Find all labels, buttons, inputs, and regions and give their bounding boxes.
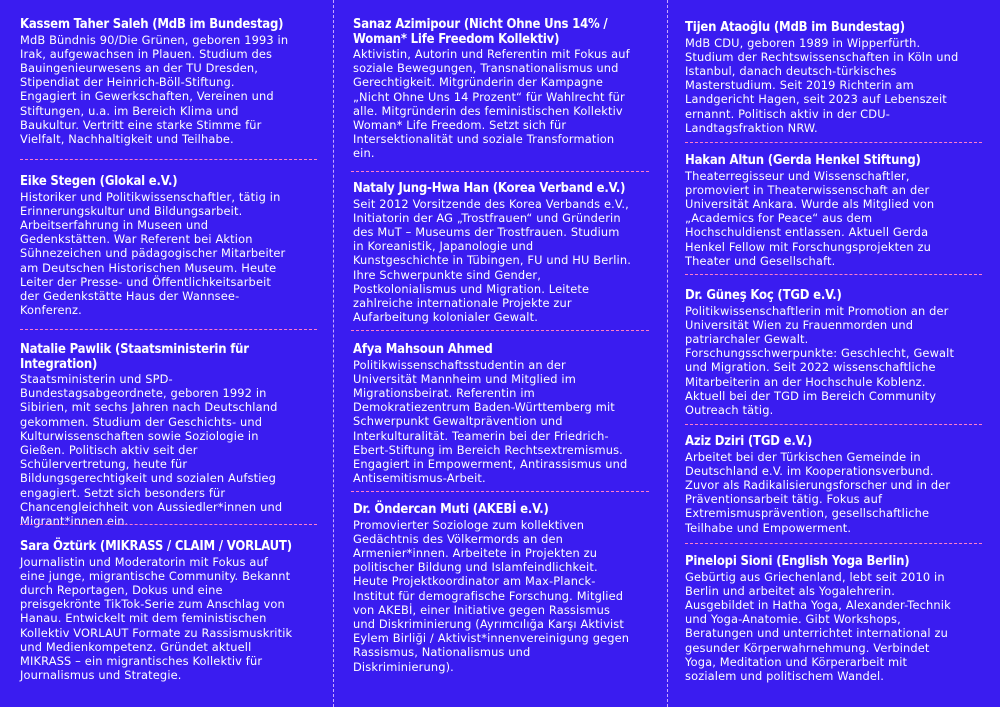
speaker-bio: Aktivistin, Autorin und Referentin mit Fokus auf soziale Bewegungen, Transnationalismus und Gerechtigkeit. Mitgründerin der Kampagne „Nicht Ohne Uns 14 Prozent“ für Wahlrecht für alle. Mitgründerin des feministischen Kollektiv Woman* Life Freedom. Setzt sich für Intersektionalität und soziale Transformation ein. [353, 47, 630, 161]
speaker-name: Natalie Pawlik (Staatsministerin für Integration) [20, 342, 249, 372]
entry-divider [351, 491, 649, 492]
speaker-entry [667, 289, 1000, 417]
speaker-bio: Theaterregisseur und Wissenschaftler, promoviert in Theaterwissenschaft an der Universität Ankara. Wurde als Mitglied von „Academics for Peace“ aus dem Hochschuldienst entlassen. Aktuell Gerda Henkel Fellow mit Forschungsprojekten zu Theater und Gesellschaft. [685, 168, 935, 268]
entry-divider [685, 274, 982, 275]
speaker-bio: Journalistin und Moderatorin mit Fokus auf eine junge, migrantische Community. Bekannt durch Reportagen, Dokus und eine preisgekrönte TikTok-Serie zum Anschlag von Hanau. Entwickelt mit dem feministischen Kollektiv VORLAUT Formate zu Rassismuskritik und Medienkompetenz. Gründet aktuell MIKRASS – ein migrantisches Kollektiv für Journalismus und Strategie. [20, 554, 293, 683]
entry-divider [685, 543, 982, 544]
entry-divider [685, 424, 982, 425]
speaker-name: Aziz Dziri (TGD e.V.) [685, 434, 813, 449]
speaker-bio: Politikwissenschaftsstudentin an der Universität Mannheim und Mitglied im Migrationsbeirat. Referentin im Demokratiezentrum Baden-Württemberg mit Schwerpunkt Gewaltprävention und Interkulturalität. Teamerin bei der Friedrich- Ebert-Stiftung im Bereich Rechtsextremismus. Engagiert in Empowerment, Antirassismus und Antisemitismus-Arbeit. [353, 357, 628, 486]
column-left [0, 0, 333, 707]
speaker-bio: Politikwissenschaftlerin mit Promotion an der Universität Wien zu Frauenmorden und patriarchaler Gewalt. Forschungsschwerpunkte: Geschlecht, Gewalt und Migration. Seit 2022 wissenschaftliche Mitarbeiterin an der Hochschule Koblenz. Aktuell bei der TGD im Bereich Community Outreach tätig. [685, 303, 955, 417]
speaker-entry [667, 154, 1000, 268]
speaker-entry [0, 175, 333, 317]
speaker-name: Eike Stegen (Glokal e.V.) [20, 174, 178, 189]
speaker-bio: MdB Bündnis 90/Die Grünen, geboren 1993 in Irak, aufgewachsen in Plauen. Studium des Bauingenieurwesens an der TU Dresden, Stipendiat der Heinrich-Böll-Stiftung. Engagiert in Gewerkschaften, Vereinen und Stiftungen, u.a. im Bereich Klima und Baukultur. Vertritt eine starke Stimme für Vielfalt, Nachhaltigkeit und Teilhabe. [20, 32, 289, 146]
speaker-entry [333, 182, 667, 324]
entry-divider [20, 159, 317, 160]
speaker-bio: Promovierter Soziologe zum kollektiven Gedächtnis des Völkermords an den Armenier*innen. Arbeitete in Projekten zu politischer Bildung und Islamfeindlichkeit. Heute Projektkoordinator am Max-Planck- Institut für demografische Forschung. Mitglied von AKEBİ, einer Initiative gegen Rassismus und Diskriminierung (Ayrımcılığa Karşı Aktivist Eylem Birliği / Aktivist*innenvereinigung gegen Rassismus, Nationalismus und Diskriminierung). [353, 517, 630, 674]
entry-divider [351, 330, 649, 331]
speaker-name: Dr. Öndercan Muti (AKEBİ e.V.) [353, 502, 549, 517]
speaker-entry [667, 435, 1000, 535]
speaker-bio: Staatsministerin und SPD- Bundestagsabgeordnete, geboren 1992 in Sibirien, mit sechs Jahren nach Deutschland gekommen. Studium der Geschichts- und Kulturwissenschaften sowie Soziologie in Gießen. Politisch aktiv seit der Schülervertretung, heute für Bildungsgerechtigkeit und sozialen Aufstieg engagiert. Setzt sich besonders für Chancengleichheit von Aussiedler*innen und Migrant*innen ein. [20, 372, 283, 529]
speaker-bio: Arbeitet bei der Türkischen Gemeinde in Deutschland e.V. im Kooperationsverbund. Zuvor als Radikalisierungsforscher und in der Präventionsarbeit tätig. Fokus auf Extremismusprävention, gesellschaftliche Teilhabe und Empowerment. [685, 449, 951, 535]
speaker-name: Dr. Güneş Koç (TGD e.V.) [685, 288, 842, 303]
speaker-name: Hakan Altun (Gerda Henkel Stiftung) [685, 153, 921, 168]
speaker-name: Sara Öztürk (MIKRASS / CLAIM / VORLAUT) [20, 539, 292, 554]
speaker-name: Tijen Ataoğlu (MdB im Bundestag) [685, 20, 905, 35]
speaker-entry [333, 343, 667, 485]
entry-divider [20, 329, 317, 330]
speaker-name: Sanaz Azimipour (Nicht Ohne Uns 14% / Woman* Life Freedom Kollektiv) [353, 17, 608, 47]
speaker-entry [0, 540, 333, 682]
speaker-bio: MdB CDU, geboren 1989 in Wipperfürth. Studium der Rechtswissenschaften in Köln und Istanbul, danach deutsch-türkisches Masterstudium. Seit 2019 Richterin am Landgericht Hagen, seit 2023 auf Lebenszeit ernannt. Politisch aktiv in der CDU- Landtagsfraktion NRW. [685, 35, 959, 135]
speaker-name: Nataly Jung-Hwa Han (Korea Verband e.V.) [353, 181, 626, 196]
speaker-entry [667, 21, 1000, 135]
entry-divider [20, 524, 317, 525]
speaker-entry [333, 18, 667, 161]
column-right [667, 0, 1000, 707]
entry-divider [685, 142, 982, 143]
speaker-bio: Historiker und Politikwissenschaftler, tätig in Erinnerungskultur und Bildungsarbeit. Arbeitserfahrung in Museen und Gedenkstätten. War Referent bei Aktion Sühnezeichen und pädagogischer Mitarbeiter am Deutschen Historischen Museum. Heute Leiter der Presse- und Öffentlichkeitsarbeit der Gedenkstätte Haus der Wannsee- Konferenz. [20, 189, 286, 318]
column-middle [333, 0, 667, 707]
entry-divider [351, 171, 649, 172]
speaker-name: Kassem Taher Saleh (MdB im Bundestag) [20, 17, 284, 32]
speaker-bio: Gebürtig aus Griechenland, lebt seit 2010 in Berlin und arbeitet als Yogalehrerin. Ausgebildet in Hatha Yoga, Alexander-Technik und Yoga-Anatomie. Gibt Workshops, Beratungen und unterrichtet international zu gesunder Körperwahrnehmung. Verbindet Yoga, Meditation und Körperarbeit mit sozialem und politischem Wandel. [685, 569, 951, 683]
speaker-entry [0, 343, 333, 528]
speaker-entry [667, 555, 1000, 683]
speaker-name: Pinelopi Sioni (English Yoga Berlin) [685, 554, 910, 569]
speaker-entry [333, 503, 667, 674]
speaker-entry [0, 18, 333, 146]
speaker-name: Afya Mahsoun Ahmed [353, 342, 493, 357]
speaker-bio: Seit 2012 Vorsitzende des Korea Verbands e.V., Initiatorin der AG „Trostfrauen“ und Gründerin des MuT – Museums der Trostfrauen. Studium in Koreanistik, Japanologie und Kunstgeschichte in Tübingen, FU und HU Berlin. Ihre Schwerpunkte sind Gender, Postkolonialismus und Migration. Leitete zahlreiche internationale Projekte zur Aufarbeitung kolonialer Gewalt. [353, 196, 631, 325]
